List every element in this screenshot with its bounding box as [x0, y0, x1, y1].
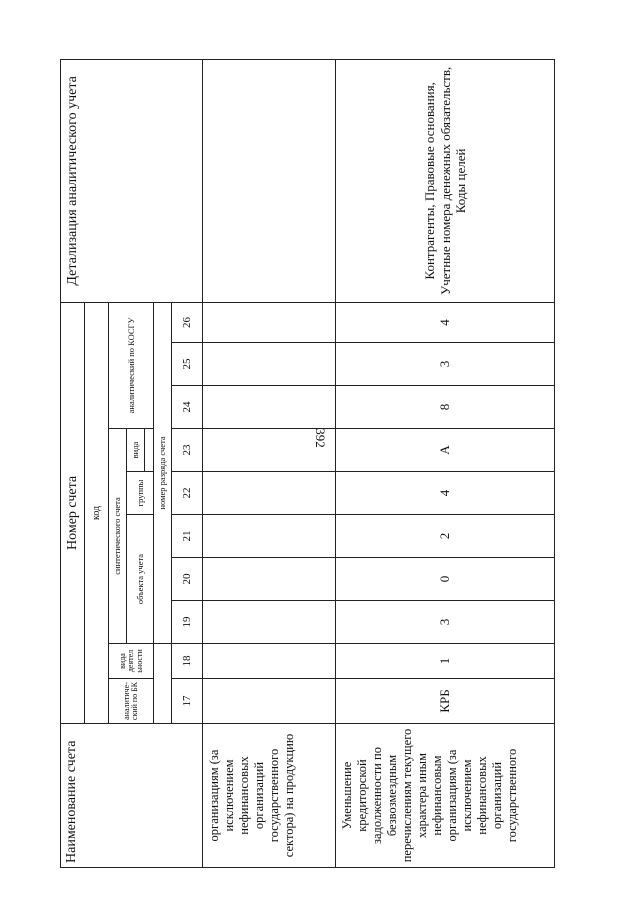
- account-number-header: Номер счета: [61, 302, 85, 723]
- digit-number-header: номер разряда счета: [154, 302, 172, 643]
- row-value: [203, 601, 336, 644]
- object-header: объекта учета: [127, 515, 154, 644]
- page-number: 392: [313, 428, 328, 448]
- rotated-table-area: [60, 60, 572, 868]
- row-value: А: [336, 429, 555, 472]
- table-row: [336, 59, 555, 867]
- row-value: 8: [336, 386, 555, 429]
- accounts-table: [60, 59, 555, 868]
- row-value: [203, 472, 336, 515]
- row-value: 1: [336, 644, 555, 679]
- row-value: 3: [336, 601, 555, 644]
- row-detail: [203, 59, 336, 302]
- col-num-22: 22: [172, 472, 203, 515]
- kosgu-header: аналитический по КОСГУ: [109, 302, 154, 428]
- col-num-26: 26: [172, 302, 203, 342]
- col-num-25: 25: [172, 343, 203, 386]
- row-value: КРБ: [336, 679, 555, 724]
- row-value: [203, 343, 336, 386]
- analytic-bk-header: аналитический по БК: [109, 679, 154, 724]
- row-value: 4: [336, 302, 555, 342]
- col-num-21: 21: [172, 515, 203, 558]
- row-value: [203, 644, 336, 679]
- row-value: [203, 558, 336, 601]
- row-value: 0: [336, 558, 555, 601]
- row-value: 2: [336, 515, 555, 558]
- row-value: 3: [336, 343, 555, 386]
- col-num-23: 23: [172, 429, 203, 472]
- code-header: код: [85, 302, 109, 723]
- kind-header: вида: [127, 429, 145, 472]
- col-num-24: 24: [172, 386, 203, 429]
- synthetic-header: синтетического счета: [109, 429, 127, 644]
- row-value: [203, 515, 336, 558]
- row-detail: Контрагенты, Правовые основания, Учетные номера денежных обязательств, Коды целей: [336, 59, 555, 302]
- row-name: организациям (за исключением нефинансовых организаций государственного сектора) на продукцию: [203, 724, 336, 868]
- table-row: [203, 59, 336, 867]
- account-name-header: Наименование счета: [61, 724, 203, 868]
- group-header: группы: [127, 472, 154, 515]
- col-num-20: 20: [172, 558, 203, 601]
- spacer-cell: [154, 644, 172, 724]
- col-num-18: 18: [172, 644, 203, 679]
- col-num-19: 19: [172, 601, 203, 644]
- row-value: [203, 679, 336, 724]
- row-value: [203, 386, 336, 429]
- kind-blank-cell: [145, 429, 154, 472]
- row-name: Уменьшение кредиторской задолженности по безвозмездным перечислениям текущего характера иным нефинансовым организациям (за исключением нефинансовых организаций государственного: [336, 724, 555, 868]
- row-value: [203, 429, 336, 472]
- activity-type-header: вида деятел ьности: [109, 644, 154, 679]
- row-value: [203, 302, 336, 342]
- row-value: 4: [336, 472, 555, 515]
- analytic-detail-header: Детализация аналитического учета: [61, 59, 203, 302]
- col-num-17: 17: [172, 679, 203, 724]
